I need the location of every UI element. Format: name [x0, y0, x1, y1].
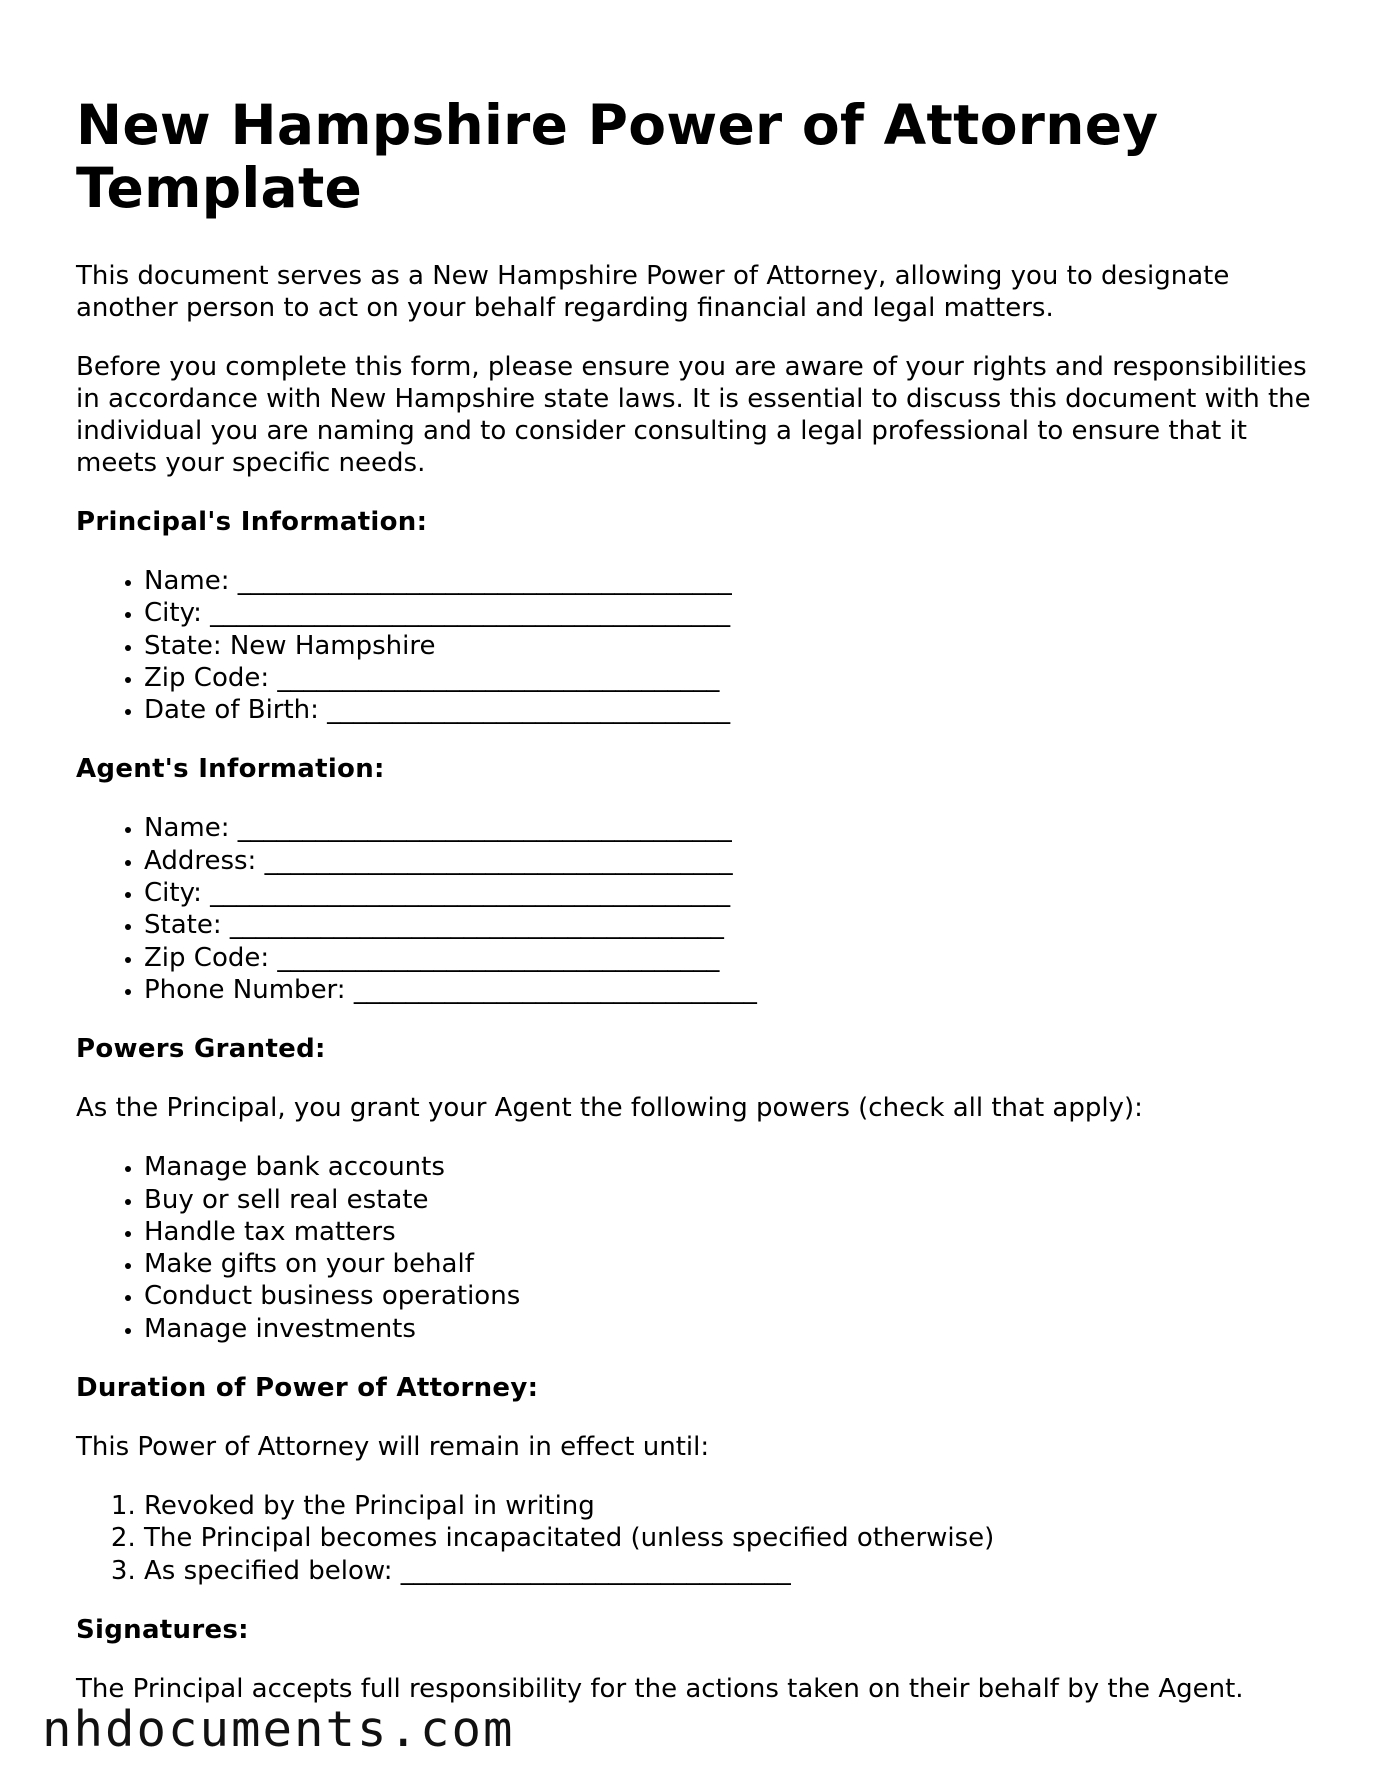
duration-intro: This Power of Attorney will remain in effect until:	[76, 1432, 710, 1463]
power-item: • Conduct business operations	[144, 1280, 1326, 1312]
principal-zip-field: • Zip Code: __________________________________	[144, 662, 1326, 694]
power-item: • Manage investments	[144, 1313, 1326, 1345]
duration-item: 1. Revoked by the Principal in writing	[144, 1490, 1326, 1522]
agent-name-field: • Name: ______________________________________	[144, 812, 1326, 844]
signatures-heading: Signatures:	[76, 1614, 249, 1645]
power-item: • Handle tax matters	[144, 1216, 1326, 1248]
agent-zip-field: • Zip Code: __________________________________	[144, 942, 1326, 974]
agent-city-field: • City: ________________________________________	[144, 877, 1326, 909]
agent-heading: Agent's Information:	[76, 754, 385, 785]
powers-heading: Powers Granted:	[76, 1034, 326, 1065]
agent-fields-list	[76, 812, 1326, 1006]
duration-item: 3. As specified below: ______________________________	[144, 1555, 1326, 1587]
principal-fields-list	[76, 565, 1326, 726]
powers-list	[76, 1151, 1326, 1345]
power-item: • Buy or sell real estate	[144, 1184, 1326, 1216]
principal-heading: Principal's Information:	[76, 507, 428, 537]
principal-name-field: • Name: ______________________________________	[144, 565, 1326, 597]
agent-state-field: • State: ______________________________________	[144, 909, 1326, 941]
duration-item: 2. The Principal becomes incapacitated (unless specified otherwise)	[144, 1522, 1326, 1554]
principal-dob-field: • Date of Birth: _______________________________	[144, 694, 1326, 726]
power-item: • Manage bank accounts	[144, 1151, 1326, 1183]
intro-paragraph-1: This document serves as a New Hampshire Power of Attorney, allowing you to designate another person to act on your behalf regarding financial and legal matters.	[76, 261, 1230, 323]
signatures-text: The Principal accepts full responsibility for the actions taken on their behalf by the Agent.	[76, 1673, 1244, 1704]
agent-address-field: • Address: ____________________________________	[144, 845, 1326, 877]
powers-intro: As the Principal, you grant your Agent the following powers (check all that apply):	[76, 1093, 1143, 1124]
duration-list	[76, 1490, 1326, 1587]
document-title: New Hampshire Power of Attorney Template	[76, 93, 1159, 220]
power-item: • Make gifts on your behalf	[144, 1248, 1326, 1280]
watermark-text: nhdocuments.com	[42, 1701, 515, 1758]
principal-state-field: • State: New Hampshire	[144, 630, 1326, 662]
intro-paragraph-2: Before you complete this form, please ensure you are aware of your rights and responsibilities in accordance with New Hampshire state laws. It is essential to discuss this document with the individual you are naming and to consider consulting a legal professional to ensure that it meets your specific needs.	[76, 352, 1311, 478]
agent-phone-field: • Phone Number: _______________________________	[144, 974, 1326, 1006]
document-page	[76, 94, 1326, 1732]
principal-city-field: • City: ________________________________________	[144, 597, 1326, 629]
duration-heading: Duration of Power of Attorney:	[76, 1373, 539, 1404]
